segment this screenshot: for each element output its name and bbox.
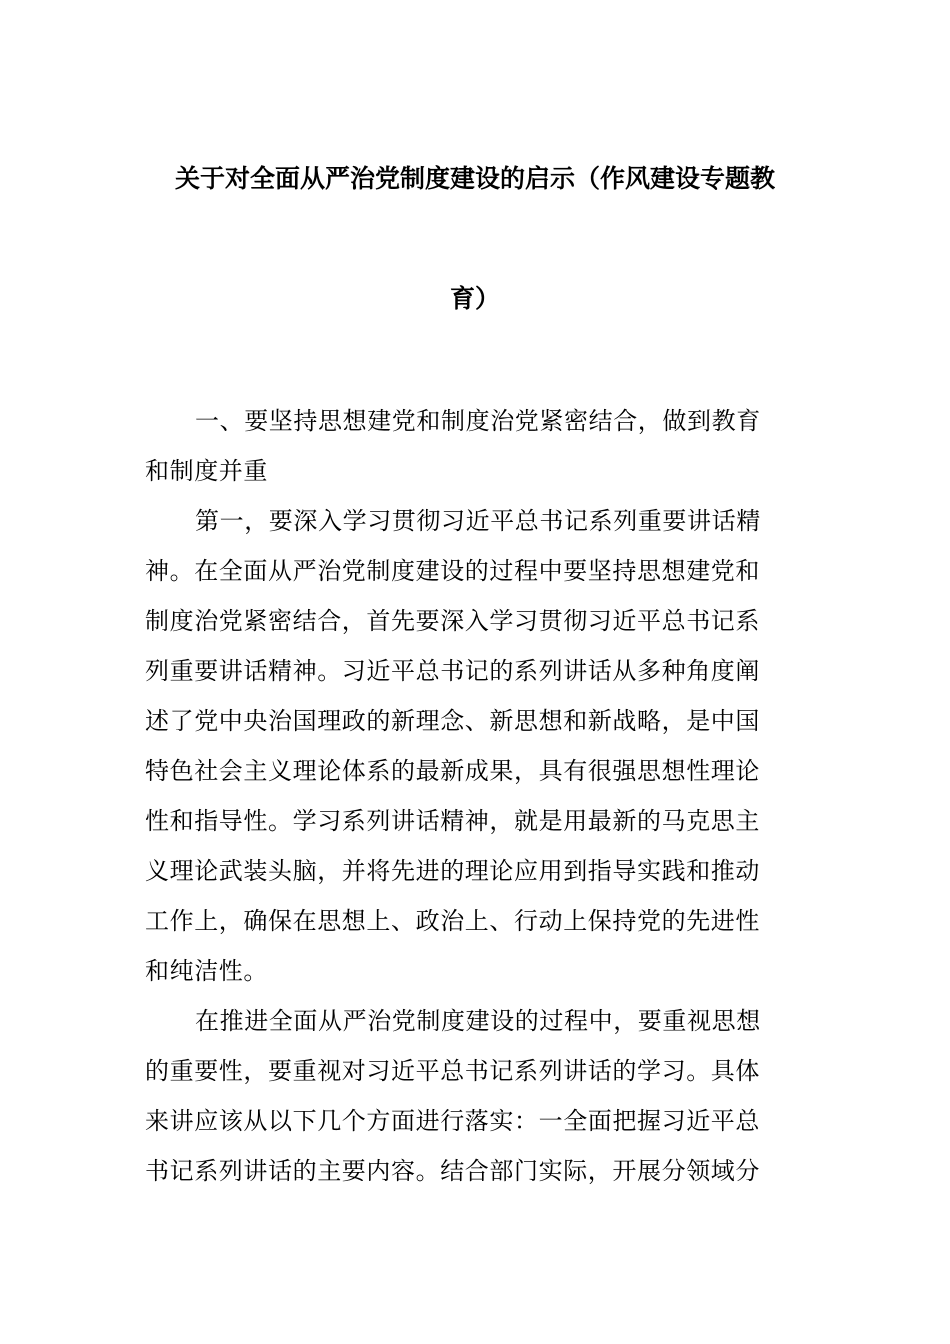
heading-line: 和制度并重	[145, 457, 268, 485]
paragraph-line: 义理论武装头脑，并将先进的理论应用到指导实践和推动	[145, 857, 760, 885]
paragraph-line: 来讲应该从以下几个方面进行落实：一全面把握习近平总	[145, 1107, 760, 1135]
paragraph-line: 列重要讲话精神。习近平总书记的系列讲话从多种角度阐	[145, 657, 760, 685]
paragraph-line: 的重要性，要重视对习近平总书记系列讲话的学习。具体	[145, 1057, 760, 1085]
document-title-line-2: 育）	[449, 284, 500, 313]
paragraph-line: 神。在全面从严治党制度建设的过程中要坚持思想建党和	[145, 557, 760, 585]
document-title-line-1: 关于对全面从严治党制度建设的启示（作风建设专题教	[174, 164, 775, 193]
paragraph-line: 书记系列讲话的主要内容。结合部门实际，开展分领域分	[145, 1157, 760, 1185]
paragraph-line: 特色社会主义理论体系的最新成果，具有很强思想性理论	[145, 757, 760, 785]
paragraph-line: 第一，要深入学习贯彻习近平总书记系列重要讲话精	[195, 507, 761, 535]
paragraph-line: 在推进全面从严治党制度建设的过程中，要重视思想	[195, 1007, 761, 1035]
paragraph-line: 性和指导性。学习系列讲话精神，就是用最新的马克思主	[145, 807, 760, 835]
paragraph-line: 和纯洁性。	[145, 957, 268, 985]
heading-line: 一、要坚持思想建党和制度治党紧密结合，做到教育	[195, 407, 761, 435]
paragraph-line: 述了党中央治国理政的新理念、新思想和新战略，是中国	[145, 707, 760, 735]
paragraph-line: 制度治党紧密结合，首先要深入学习贯彻习近平总书记系	[145, 607, 760, 635]
paragraph-line: 工作上，确保在思想上、政治上、行动上保持党的先进性	[145, 907, 760, 935]
